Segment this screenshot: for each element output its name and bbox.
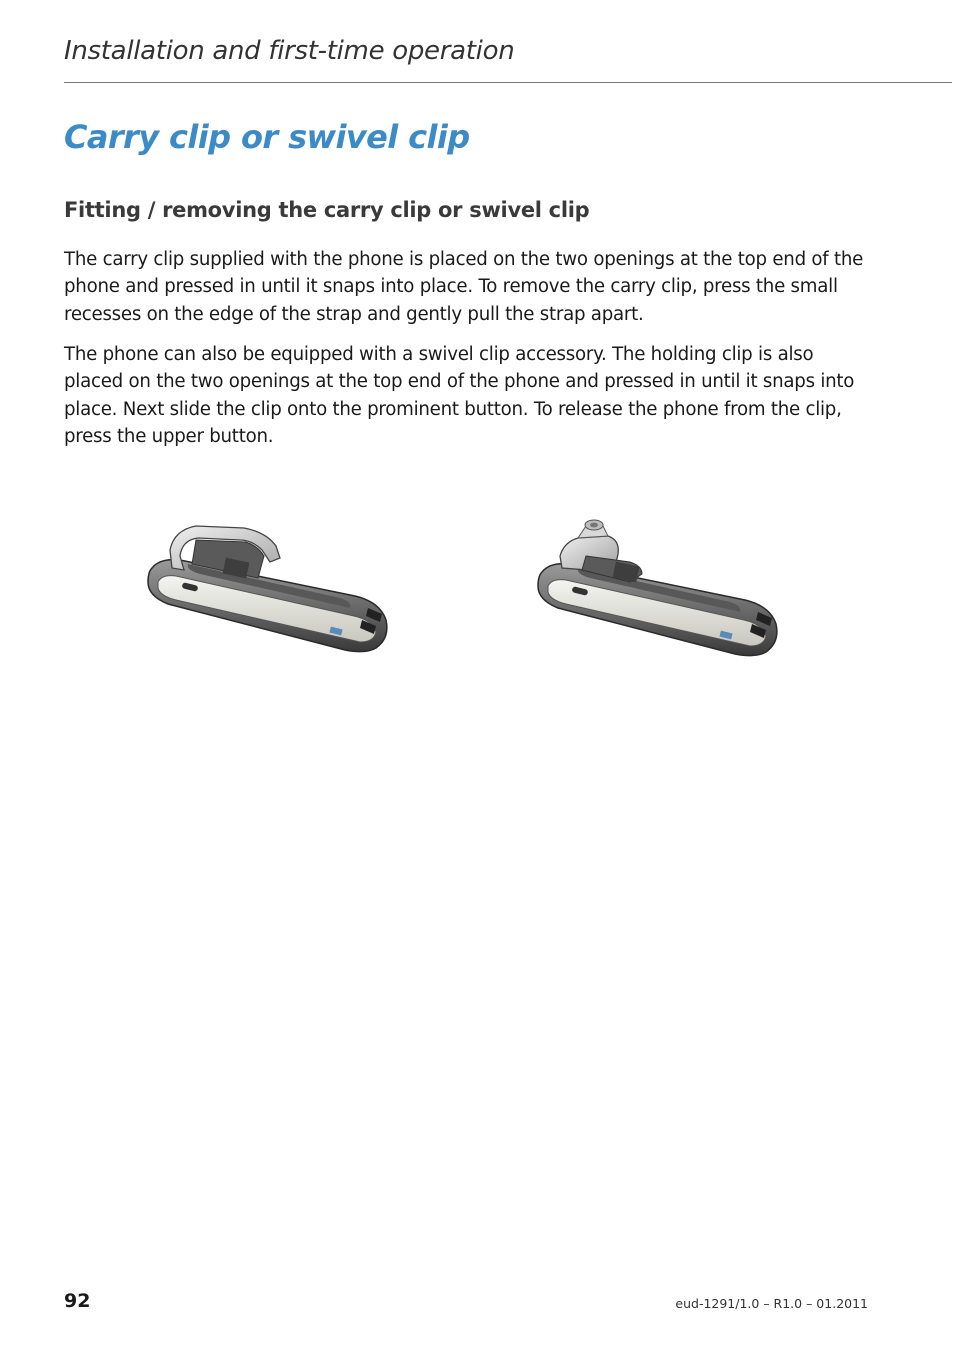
section-header-title: Installation and first-time operation bbox=[64, 36, 515, 66]
phone-body bbox=[538, 564, 777, 656]
section-heading: Fitting / removing the carry clip or swivel clip bbox=[64, 198, 590, 222]
paragraph-carry-clip: The carry clip supplied with the phone is placed on the two openings at the top end of the phone and pressed in until it snaps into place. To remove the carry clip, press the small recesses on the edge of the strap and gently pull the strap apart. bbox=[64, 249, 864, 325]
paragraph-swivel-clip: The phone can also be equipped with a swivel clip accessory. The holding clip is also placed on the two openings at the top end of the phone and pressed in until it snaps into place. Next slide the clip onto the prominent button. To release the phone from the clip, press the upper button. bbox=[64, 344, 855, 447]
page-number: 92 bbox=[64, 1290, 91, 1312]
phone-body bbox=[148, 560, 387, 652]
page-title: Carry clip or swivel clip bbox=[64, 118, 470, 156]
header-divider bbox=[64, 82, 952, 83]
phone-carry-clip-illustration bbox=[140, 516, 398, 660]
phone-swivel-clip-illustration bbox=[530, 516, 788, 664]
document-reference: eud-1291/1.0 – R1.0 – 01.2011 bbox=[675, 1296, 868, 1311]
